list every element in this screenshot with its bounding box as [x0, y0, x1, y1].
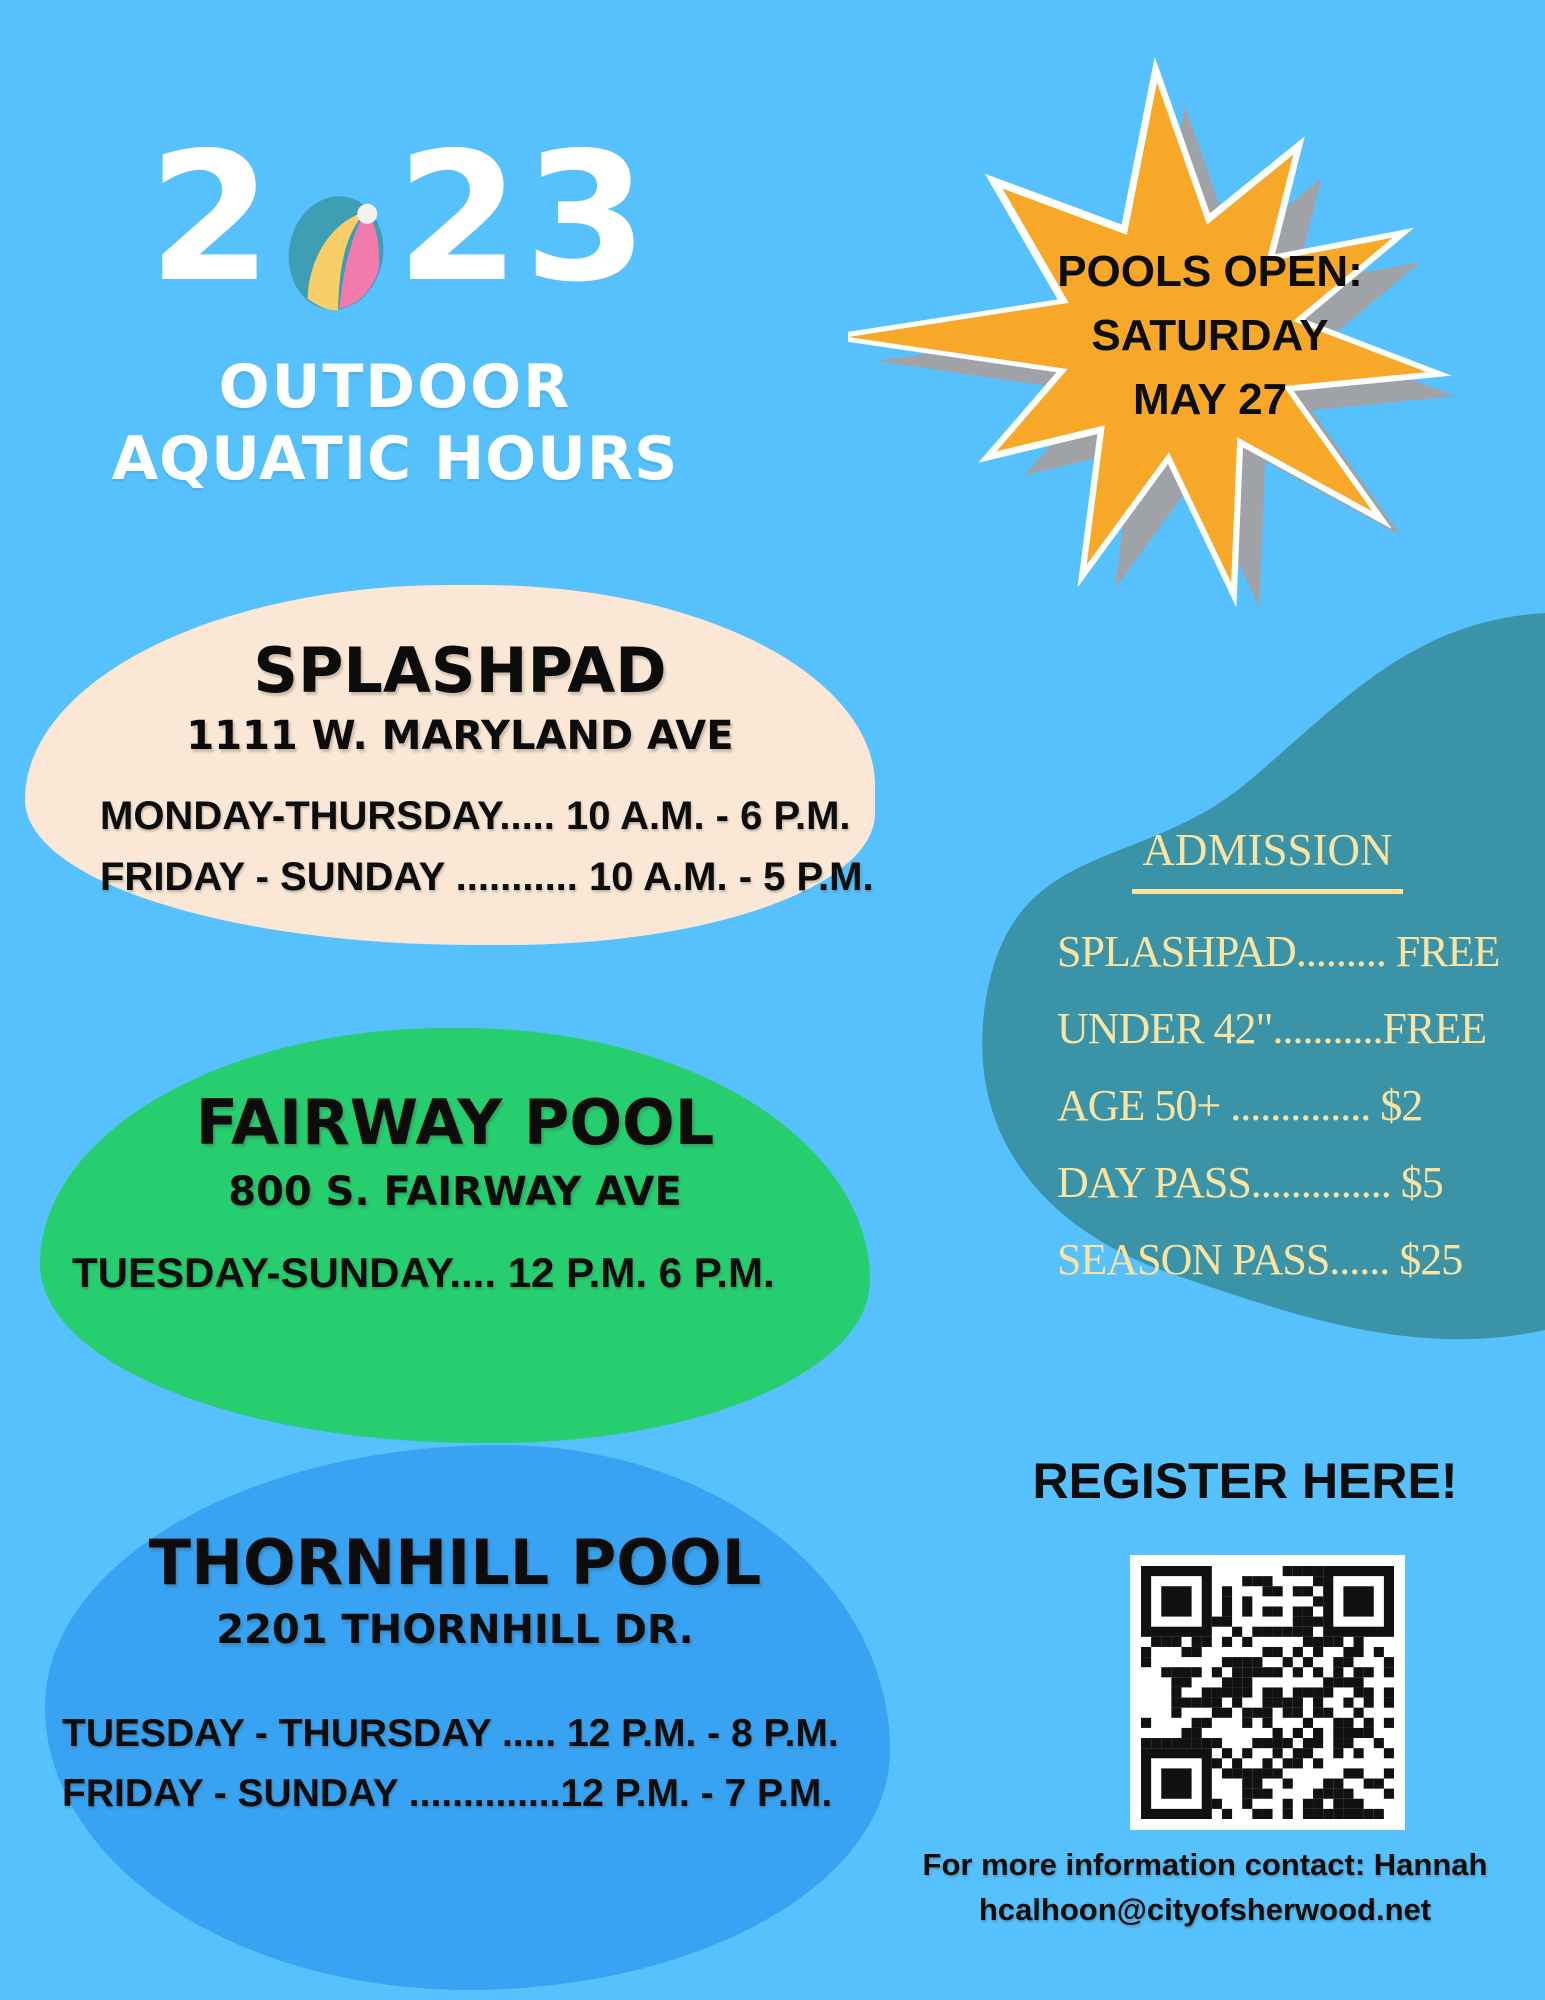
fairway-pool-address: 800 S. FAIRWAY AVE	[228, 1169, 682, 1215]
register-here-title: REGISTER HERE!	[1032, 1453, 1458, 1509]
admission-item-age50: AGE 50+ .............. $2	[1057, 1081, 1423, 1130]
thornhill-pool-address: 2201 THORNHILL DR.	[216, 1607, 694, 1653]
page-title	[45, 352, 745, 496]
fairway-pool-title: FAIRWAY POOL	[195, 1086, 715, 1159]
splashpad-schedule-line2: FRIDAY - SUNDAY ........... 10 A.M. - 5 P.M.	[100, 855, 874, 899]
page-title-line1: OUTDOOR	[218, 352, 572, 422]
thornhill-pool-title: THORNHILL POOL	[148, 1526, 762, 1599]
splashpad-schedule-line1: MONDAY-THURSDAY..... 10 A.M. - 6 P.M.	[100, 794, 851, 838]
admission-item-splashpad: SPLASHPAD......... FREE	[1057, 927, 1500, 976]
admission-title	[1040, 808, 1495, 879]
pools-open-line1: POOLS OPEN:	[1057, 247, 1363, 296]
contact-line1: For more information contact: Hannah	[922, 1847, 1488, 1882]
page-title-line2: AQUATIC HOURS	[111, 424, 679, 494]
pools-open-line3: MAY 27	[1132, 375, 1288, 424]
pools-open-announcement	[955, 240, 1465, 432]
admission-item-seasonpass: SEASON PASS...... $25	[1057, 1235, 1463, 1284]
pools-open-line2: SATURDAY	[1091, 311, 1329, 360]
beach-ball-icon	[286, 164, 386, 286]
contact-email: hcalhoon@cityofsherwood.net	[978, 1892, 1432, 1927]
thornhill-schedule-line2: FRIDAY - SUNDAY ..............12 P.M. - 7 P.M.	[62, 1772, 833, 1815]
admission-item-under42: UNDER 42"...........FREE	[1057, 1004, 1487, 1053]
splashpad-title: SPLASHPAD	[253, 634, 667, 707]
fairway-schedule-line1: TUESDAY-SUNDAY.... 12 P.M. 6 P.M.	[72, 1249, 775, 1296]
qr-code	[1130, 1555, 1405, 1830]
admission-item-daypass: DAY PASS.............. $5	[1057, 1158, 1443, 1207]
year-prefix: 2	[148, 113, 277, 321]
year-suffix: 23	[396, 113, 652, 321]
contact-info	[905, 1842, 1505, 1932]
admission-title-text: admission	[1132, 808, 1402, 894]
year-heading	[120, 113, 680, 321]
thornhill-schedule-line1: TUESDAY - THURSDAY ..... 12 P.M. - 8 P.M.	[62, 1712, 839, 1755]
splashpad-address: 1111 W. MARYLAND AVE	[186, 713, 734, 759]
